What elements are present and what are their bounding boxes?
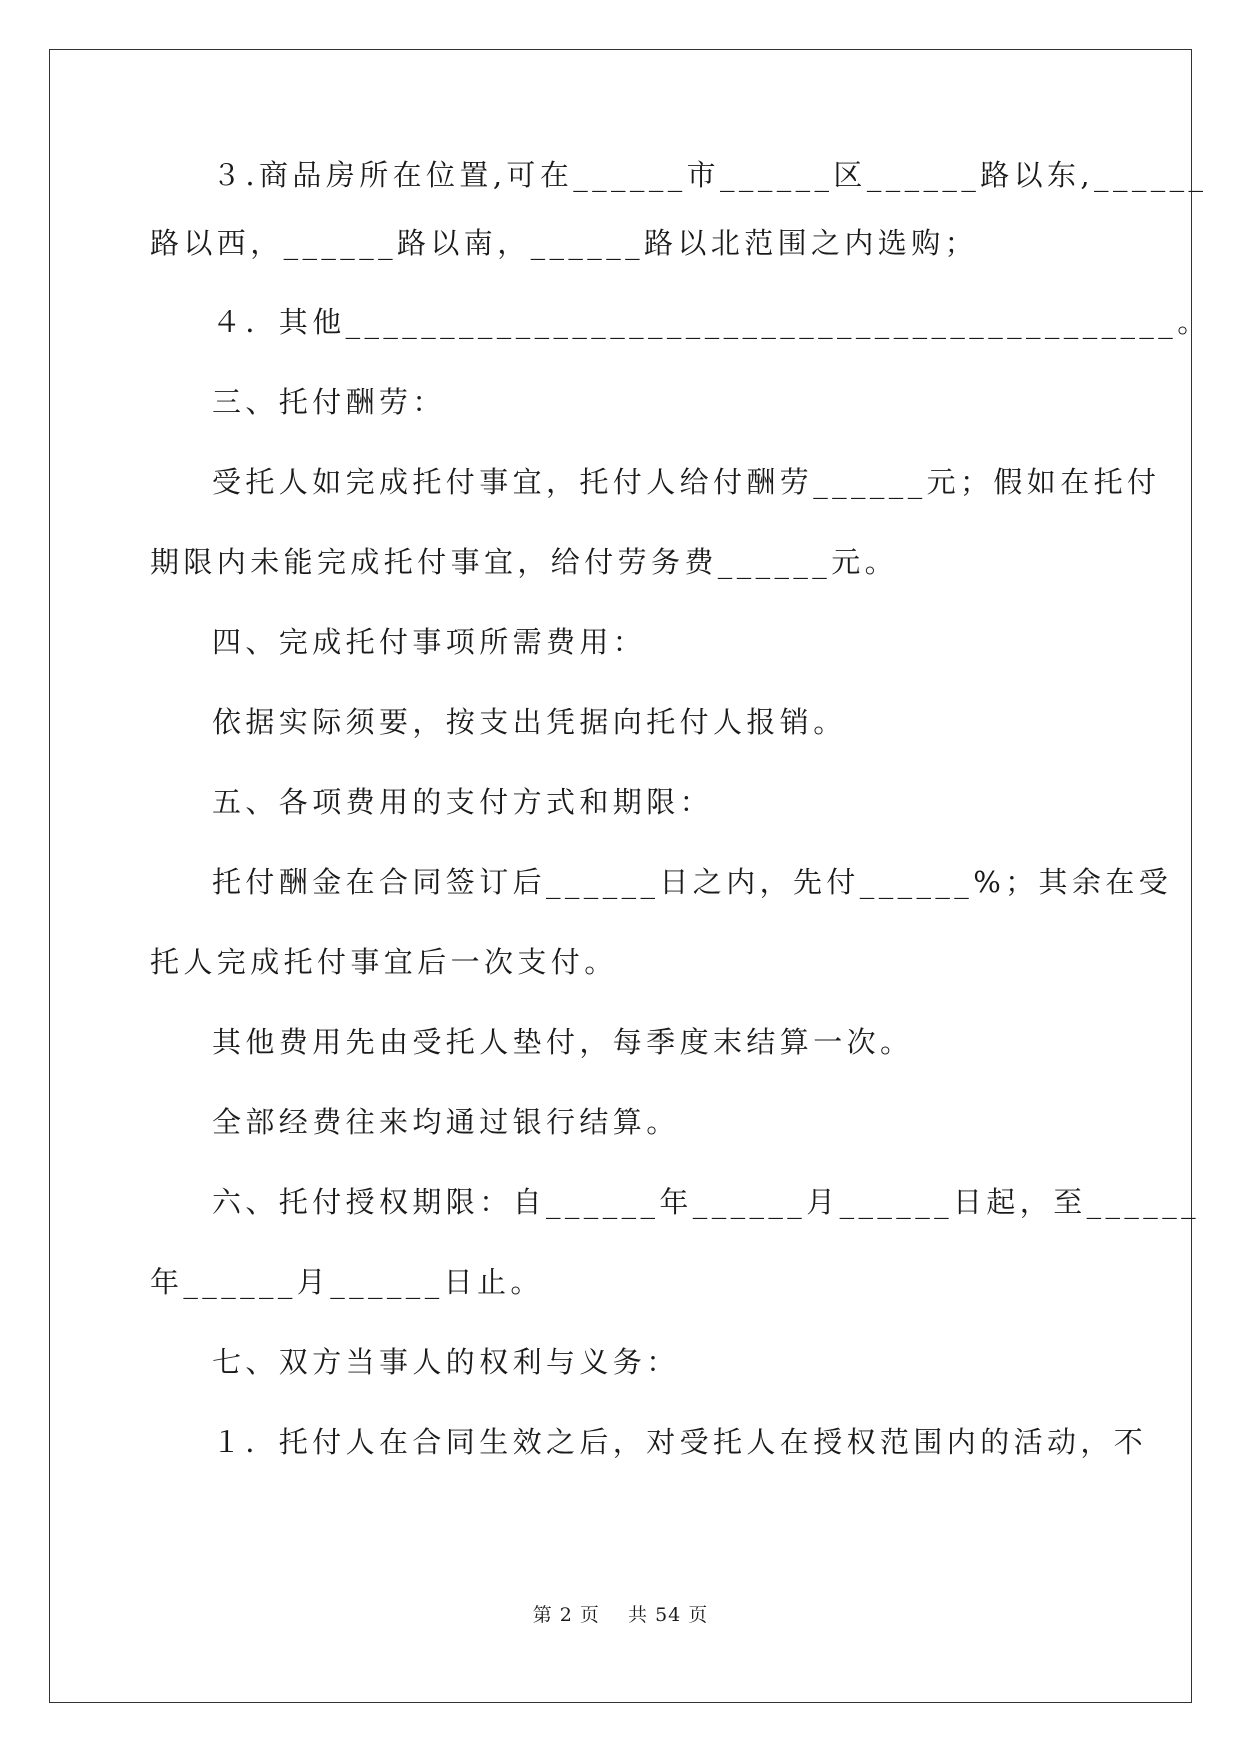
text-line: １．托付人在合同生效之后，对受托人在授权范围内的活动，不 [212, 1425, 1148, 1459]
text-line: 期限内未能完成托付事宜，给付劳务费______元。 [150, 545, 899, 579]
section-heading: 四、完成托付事项所需费用： [212, 625, 647, 659]
text-line: 受托人如完成托付事宜，托付人给付酬劳______元；假如在托付 [212, 465, 1161, 499]
text-line: 全部经费往来均通过银行结算。 [212, 1105, 680, 1139]
section-heading: 五、各项费用的支付方式和期限： [212, 785, 714, 819]
text-line: 路以西，______路以南，______路以北范围之内选购； [150, 226, 979, 260]
text-line: 依据实际须要，按支出凭据向托付人报销。 [212, 705, 847, 739]
section-heading: 六、托付授权期限：自______年______月______日起，至______ [212, 1185, 1201, 1219]
text-line: ４．其他____________________________________________。 [212, 305, 1211, 339]
text-line: 托人完成托付事宜后一次支付。 [150, 945, 618, 979]
section-heading: 三、托付酬劳： [212, 385, 446, 419]
text-line: 其他费用先由受托人垫付，每季度末结算一次。 [212, 1025, 914, 1059]
text-line: 年______月______日止。 [150, 1265, 544, 1299]
text-line: ３.商品房所在位置,可在______市______区______路以东,______ [212, 158, 1208, 192]
text-line: 托付酬金在合同签订后______日之内，先付______%；其余在受 [212, 865, 1173, 899]
section-heading: 七、双方当事人的权利与义务： [212, 1345, 680, 1379]
page-footer: 第 2 页 共 54 页 [532, 1604, 709, 1626]
